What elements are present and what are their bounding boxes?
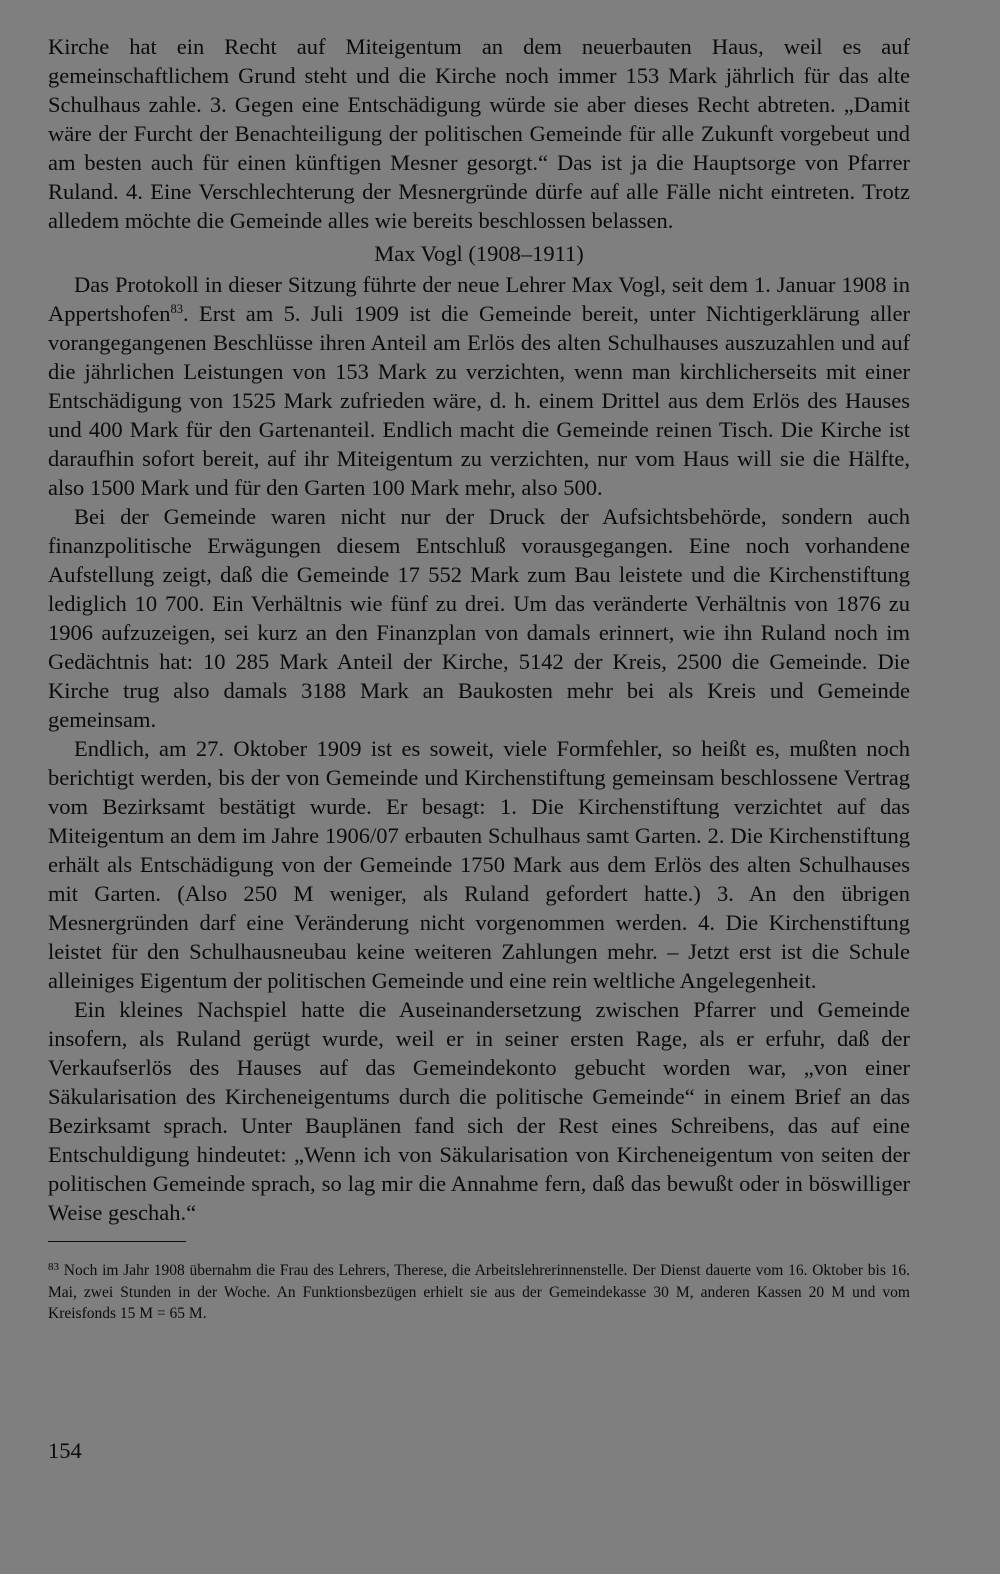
footnote-text: Noch im Jahr 1908 übernahm die Frau des Lehrers, Therese, die Arbeitslehrerinnenstelle. Der Dienst dauerte vom 16. Oktober bis 16. Mai, zwei Stunden in der Woche. An Funktionsbezügen erhielt sie aus der Gemeindekasse 30 M, anderen Kassen 20 M und vom Kreisfonds 15 M = 65 M.: [48, 1262, 910, 1322]
footnote-divider: [48, 1241, 186, 1242]
page-body: [48, 32, 910, 1325]
paragraph-3: Bei der Gemeinde waren nicht nur der Druck der Aufsichtsbehörde, sondern auch finanzpolitische Erwägungen diesem Entschluß vorausgegangen. Eine noch vorhandene Aufstellung zeigt, daß die Gemeinde 17 552 Mark zum Bau leistete und die Kirchenstiftung lediglich 10 700. Ein Verhältnis wie fünf zu drei. Um das veränderte Verhältnis von 1876 zu 1906 aufzuzeigen, sei kurz an den Finanzplan von damals erinnert, wie ihn Ruland noch im Gedächtnis hat: 10 285 Mark Anteil der Kirche, 5142 der Kreis, 2500 die Gemeinde. Die Kirche trug also damals 3188 Mark an Baukosten mehr bei als Kreis und Gemeinde gemeinsam.: [48, 504, 910, 732]
paragraph-1: Kirche hat ein Recht auf Miteigentum an dem neuerbauten Haus, weil es auf gemeinschaftlichem Grund steht und die Kirche noch immer 153 Mark jährlich für das alte Schulhaus zahle. 3. Gegen eine Entschädigung würde sie aber dieses Recht abtreten. „Damit wäre der Furcht der Benachteiligung der politischen Gemeinde für alle Zukunft vorgebeut und am besten auch für einen künftigen Mesner gesorgt.“ Das ist ja die Hauptsorge von Pfarrer Ruland. 4. Eine Verschlechterung der Mesnergründe dürfe auf alle Fälle nicht eintreten. Trotz alledem möchte die Gemeinde alles wie bereits beschlossen belassen.: [48, 34, 910, 233]
footnote-mark: 83: [48, 1261, 59, 1273]
section-heading: Max Vogl (1908–1911): [374, 241, 584, 266]
page-number: 154: [48, 1438, 82, 1463]
paragraph-4: Endlich, am 27. Oktober 1909 ist es soweit, viele Formfehler, so heißt es, mußten noch berichtigt werden, bis der von Gemeinde und Kirchenstiftung gemeinsam beschlossene Vertrag vom Bezirksamt bestätigt wurde. Er besagt: 1. Die Kirchenstiftung verzichtet auf das Miteigentum an dem im Jahre 1906/07 erbauten Schulhaus samt Garten. 2. Die Kirchenstiftung erhält als Entschädigung von der Gemeinde 1750 Mark aus dem Erlös des alten Schulhauses mit Garten. (Also 250 M weniger, als Ruland gefordert hatte.) 3. An den übrigen Mesnergründen darf eine Veränderung nicht vorgenommen werden. 4. Die Kirchenstiftung leistet für den Schulhausneubau keine weiteren Zahlungen mehr. – Jetzt erst ist die Schule alleiniges Eigentum der politischen Gemeinde und eine rein weltliche Angelegenheit.: [48, 736, 910, 993]
paragraph-5: Ein kleines Nachspiel hatte die Auseinandersetzung zwischen Pfarrer und Gemeinde insofern, als Ruland gerügt wurde, weil er in seiner ersten Rage, als er erfuhr, daß der Verkaufserlös des Hauses auf das Gemeindekonto gebucht worden war, „von einer Säkularisation des Kircheneigentums durch die politische Gemeinde“ in einem Brief an das Bezirksamt sprach. Unter Bauplänen fand sich der Rest eines Schreibens, das auf eine Entschuldigung hindeutet: „Wenn ich von Säkularisation von Kircheneigentum von seiten der politischen Gemeinde sprach, so lag mir die Annahme fern, daß das bewußt oder in böswilliger Weise geschah.“: [48, 997, 910, 1225]
paragraph-2: [48, 270, 910, 502]
footnote-reference: 83: [170, 302, 183, 316]
footnote: [48, 1260, 910, 1325]
paragraph-2-part-a: Das Protokoll in dieser Sitzung führte der neue Lehrer Max Vogl, seit dem 1. Januar 1908 in Appertshofen: [48, 272, 910, 326]
paragraph-2-part-b: . Erst am 5. Juli 1909 ist die Gemeinde bereit, unter Nichtigerklärung aller vorangegangenen Beschlüsse ihren Anteil am Erlös des alten Schulhauses auszuzahlen und auf die jährlichen Leistungen von 153 Mark zu verzichten, wenn man kirchlicherseits mit einer Entschädigung von 1525 Mark zufrieden wäre, d. h. einem Drittel aus dem Erlös des Hauses und 400 Mark für den Gartenanteil. Endlich macht die Gemeinde reinen Tisch. Die Kirche ist daraufhin sofort bereit, auf ihr Miteigentum zu verzichten, nur vom Haus will sie die Hälfte, also 1500 Mark und für den Garten 100 Mark mehr, also 500.: [48, 301, 910, 500]
